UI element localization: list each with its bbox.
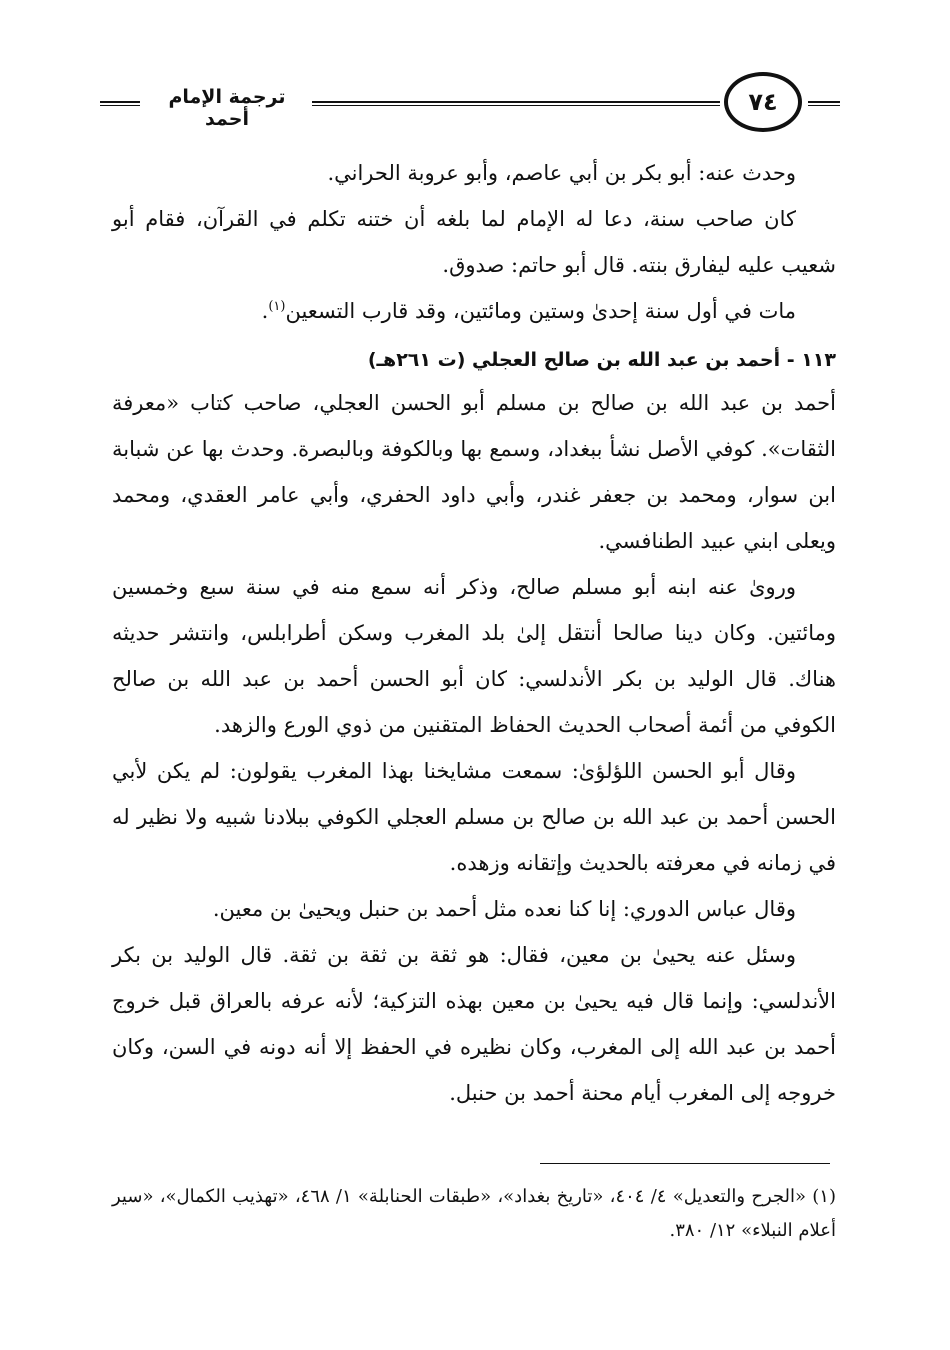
footnote: (١) «الجرح والتعديل» ٤/ ٤٠٤، «تاريخ بغداد»، «طبقات الحنابلة» ١/ ٤٦٨، «تهذيب الكمال»، «سير أعلام النبلاء» ١٢/ ٣٨٠. [112, 1186, 836, 1241]
header-rule-right [808, 101, 840, 106]
paragraph: ورویٰ عنه ابنه أبو مسلم صالح، وذكر أنه سمع منه في سنة سبع وخمسين ومائتين. وكان دينا صالحا أنتقل إلىٰ بلد المغرب وسكن أطرابلس، وانتشر حديثه هناك. قال الوليد بن بكر الأندلسي: كان أبو الحسن أحمد بن عبد الله بن صالح الكوفي من أئمة أصحاب الحديث الحفاظ المتقنين من ذوي الورع والزهد. [112, 575, 836, 737]
paragraph: كان صاحب سنة، دعا له الإمام لما بلغه أن ختنه تكلم في القرآن، فقام أبو شعيب عليه ليفارق بنته. قال أبو حاتم: صدوق. [112, 207, 836, 277]
paragraph: وسئل عنه يحيىٰ بن معين، فقال: هو ثقة بن ثقة بن ثقة. قال الوليد بن بكر الأندلسي: وإنما قال فيه يحيىٰ بن معين بهذه التزكية؛ لأنه عرفه بالعراق قبل خروج أحمد بن عبد الله إلى المغرب، وكان نظيره في الحفظ إلا أنه دونه في السن، وكان خروجه إلى المغرب أيام محنة أحمد بن حنبل. [112, 943, 836, 1105]
footnote-marker[interactable]: (١) [268, 299, 286, 314]
header-rule-left [100, 101, 140, 106]
footnote-separator [540, 1163, 830, 1164]
paragraph-text: مات في أول سنة إحدىٰ وستين ومائتين، وقد قارب التسعين [285, 299, 796, 323]
paragraph: وقال أبو الحسن اللؤلؤیٰ: سمعت مشايخنا بهذا المغرب يقولون: لم يكن لأبي الحسن أحمد بن عبد الله بن صالح بن مسلم العجلي الكوفي ببلادنا شبيه ولا نظير له في زمانه في معرفته بالحديث وإتقانه وزهده. [112, 759, 836, 875]
paragraph: وقال عباس الدوري: إنا كنا نعده مثل أحمد بن حنبل ويحيىٰ بن معين. [212, 897, 796, 921]
paragraph: أحمد بن عبد الله بن صالح بن مسلم أبو الحسن العجلي، صاحب كتاب «معرفة الثقات». كوفي الأصل نشأ ببغداد، وسمع بها وبالكوفة وبالبصرة. وحدث بها عن شبابة ابن سوار، ومحمد بن جعفر غندر، وأبي داود الحفري، وأبي عامر العقدي، ومحمد ويعلى ابني عبيد الطنافسي. [112, 391, 836, 553]
page-body [112, 150, 836, 1116]
paragraph: مات في أول سنة إحدىٰ وستين ومائتين، وقد قارب التسعين$^{(١)}$. [261, 299, 796, 323]
running-title: ترجمة الإمام أحمد [168, 86, 286, 130]
entry-heading: ١١٣ - أحمد بن عبد الله بن صالح العجلي (ت ٢٦١هـ) [367, 349, 836, 371]
header-rule-middle [312, 101, 720, 106]
paragraph: وحدث عنه: أبو بكر بن أبي عاصم، وأبو عروبة الحراني. [327, 161, 796, 185]
page-number: ٧٤ [748, 88, 778, 116]
page-header [100, 70, 840, 136]
page-number-badge [724, 72, 802, 132]
footnotes [112, 1180, 836, 1248]
